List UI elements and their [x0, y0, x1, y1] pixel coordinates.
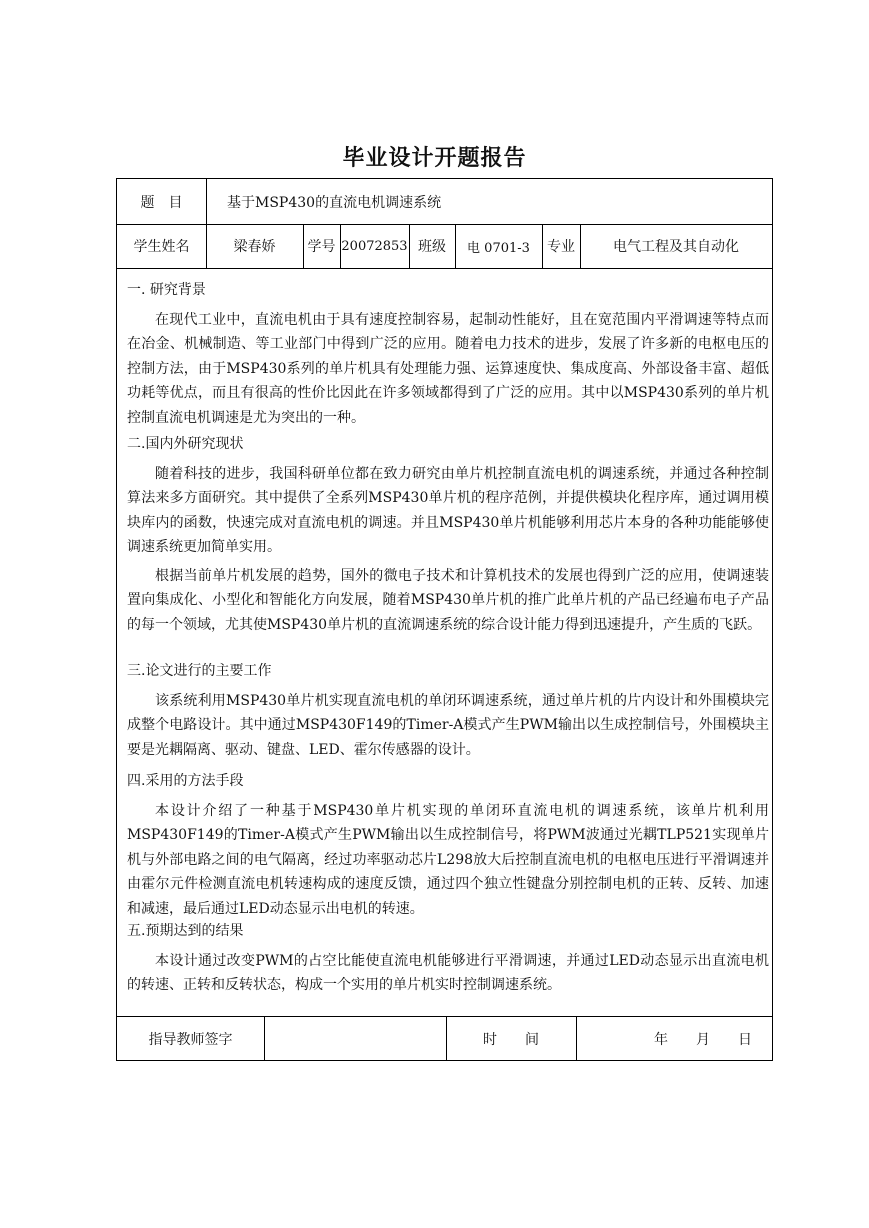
advisor-signature-field[interactable] — [264, 1017, 446, 1060]
major-label: 专业 — [547, 239, 575, 255]
topic-label: 题 目 — [140, 194, 183, 211]
class-value: 电 0701-3 — [467, 240, 530, 256]
major-value: 电气工程及其自动化 — [613, 239, 739, 255]
student-id: 20072853 — [341, 238, 408, 254]
section-heading: 二.国内外研究现状 — [127, 436, 244, 452]
student-id-label: 学号 — [307, 239, 336, 255]
report-content — [117, 268, 772, 1018]
time-label: 时 间 — [483, 1031, 539, 1048]
section-paragraph: 本设计通过改变PWM的占空比能使直流电机能够进行平滑调速，并通过LED动态显示出直流电机的转速、正转和反转状态，构成一个实用的单片机实时控制调速系统。 — [127, 953, 769, 994]
section-paragraph: 本设计介绍了一种基于MSP430单片机实现的单闭环直流电机的调速系统，该单片机利用MSP430F149的Timer-A模式产生PWM输出以生成控制信号，将PWM波通过光耦TLP521实现单片机与外部电路之间的电气隔离，经过功率驱动芯片L298放大后控制直流电机的电枢电压进行平滑调速并由霍尔元件检测直流电机转速构成的速度反馈，通过四个独立性键盘分别控制电机的正转、反转、加速和减速，最后通过LED动态显示出电机的转速。 — [127, 803, 769, 917]
section-heading: 四.采用的方法手段 — [127, 773, 244, 789]
section-heading: 五.预期达到的结果 — [127, 923, 244, 939]
topic-value: 基于MSP430的直流电机调速系统 — [227, 194, 442, 211]
divider — [206, 179, 207, 224]
section-heading: 三.论文进行的主要工作 — [127, 663, 272, 679]
student-name-label: 学生姓名 — [133, 239, 190, 255]
student-row — [117, 224, 772, 269]
section-paragraph: 该系统利用MSP430单片机实现直流电机的单闭环调速系统，通过单片机的片内设计和外围模块完成整个电路设计。其中通过MSP430F149的Timer-A模式产生PWM输出以生成控制信号，外围模块主要是光耦隔离、驱动、键盘、LED、霍尔传感器的设计。 — [127, 693, 769, 758]
section-paragraph: 随着科技的进步，我国科研单位都在致力研究由单片机控制直流电机的调速系统，并通过各种控制算法来多方面研究。其中提供了全系列MSP430单片机的程序范例，并提供模块化程序库，通过调用模块库内的函数，快速完成对直流电机的调速。并且MSP430单片机能够利用芯片本身的各种功能能够使调速系统更加简单实用。 — [127, 466, 769, 556]
page-title: 毕业设计开题报告 — [342, 146, 527, 171]
report-table — [116, 178, 773, 1061]
topic-row — [117, 179, 772, 225]
advisor-signature-label: 指导教师签字 — [148, 1031, 233, 1048]
signature-row — [117, 1016, 772, 1060]
section-paragraph: 在现代工业中，直流电机由于具有速度控制容易，起制动性能好，且在宽范围内平滑调速等特点而在冶金、机械制造、等工业部门中得到广泛的应用。随着电力技术的进步，发展了许多新的电枢电压的控制方法，由于MSP430系列的单片机具有处理能力强、运算速度快、集成度高、外部设备丰富、超低功耗等优点，而且有很高的性价比因此在许多领域都得到了广泛的应用。其中以MSP430系列的单片机控制直流电机调速是尤为突出的一种。 — [127, 312, 769, 426]
section-heading: 一. 研究背景 — [127, 282, 206, 298]
date-field[interactable]: 年 月 日 — [654, 1031, 752, 1048]
student-name: 梁春娇 — [233, 239, 276, 255]
class-label: 班级 — [418, 239, 446, 255]
section-paragraph: 根据当前单片机发展的趋势，国外的微电子技术和计算机技术的发展也得到广泛的应用，使调速装置向集成化、小型化和智能化方向发展，随着MSP430单片机的推广此单片机的产品已经遍布电子产品的每一个领域，尤其使MSP430单片机的直流调速系统的综合设计能力得到迅速提升，产生质的飞跃。 — [127, 568, 769, 633]
